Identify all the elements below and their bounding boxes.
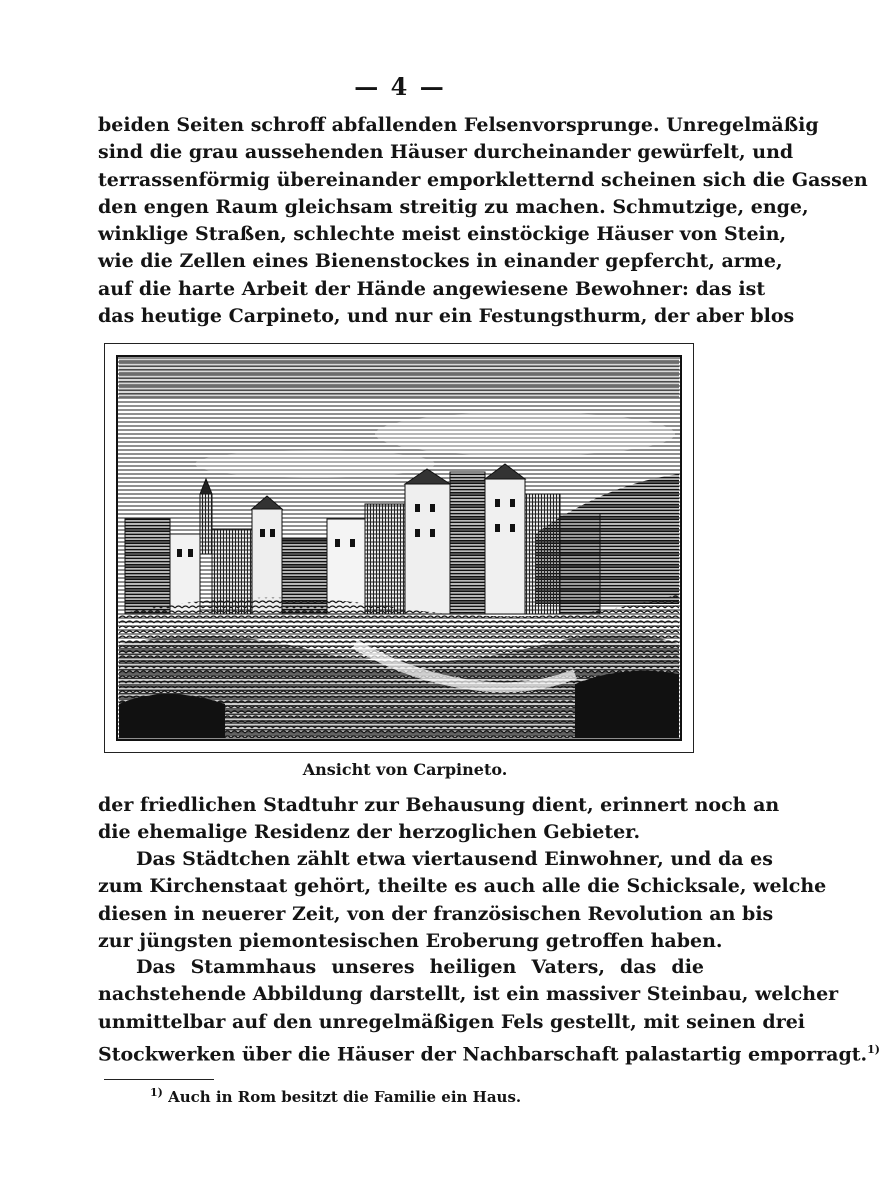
text-line: der friedlichen Stadtuhr zur Behausung dient, erinnert noch an [98,794,780,816]
text-line-content: Stockwerken über die Häuser der Nachbarschaft palastartig emporragt. [98,1043,868,1066]
text-line: beiden Seiten schroff abfallenden Felsenvorsprunge. Unregelmäßig [98,114,819,136]
paragraph-3 [98,846,827,955]
text-line: die ehemalige Residenz der herzoglichen Gebieter. [98,821,641,844]
paragraph-1 [98,112,868,330]
text-line [98,1036,880,1066]
paragraph-4 [98,954,880,1066]
text-line: Das Stammhaus unseres heiligen Vaters, das die [136,956,704,978]
figure-caption: Ansicht von Carpineto. [302,760,508,779]
text-line: nachstehende Abbildung darstellt, ist ein massiver Steinbau, welcher [98,983,839,1006]
footnote-text: Auch in Rom besitzt die Familie ein Haus. [168,1088,522,1106]
text-line: zum Kirchenstaat gehört, theilte es auch alle die Schicksale, welche [98,875,827,898]
text-line: diesen in neuerer Zeit, von der französischen Revolution an bis [98,902,774,925]
text-line: das heutige Carpineto, und nur ein Festungsthurm, der aber blos [98,305,795,328]
engraving-view-of-carpineto [104,343,694,753]
footnote-divider [104,1079,214,1080]
text-line: den engen Raum gleichsam streitig zu machen. Schmutzige, enge, [98,195,809,218]
text-line: Das Städtchen zählt etwa viertausend Einwohner, und da es [136,848,773,870]
text-line: unmittelbar auf den unregelmäßigen Fels gestellt, mit seinen drei [98,1010,806,1033]
text-line: auf die harte Arbeit der Hände angewiesene Bewohner: das ist [98,277,766,300]
page-number: — 4 — [354,72,446,101]
text-line: terrassenförmig übereinander emporkletternd scheinen sich die Gassen [98,168,868,191]
text-line: winklige Straßen, schlechte meist einstöckige Häuser von Stein, [98,223,787,246]
text-line: sind die grau aussehenden Häuser durcheinander gewürfelt, und [98,141,794,164]
text-line: wie die Zellen eines Bienenstockes in einander gepfercht, arme, [98,250,783,273]
paragraph-2 [98,792,780,847]
footnote-mark: 1) [150,1086,163,1099]
footnote [150,1086,521,1106]
text-line: zur jüngsten piemontesischen Eroberung getroffen haben. [98,929,723,952]
footnote-reference: 1) [867,1042,880,1056]
